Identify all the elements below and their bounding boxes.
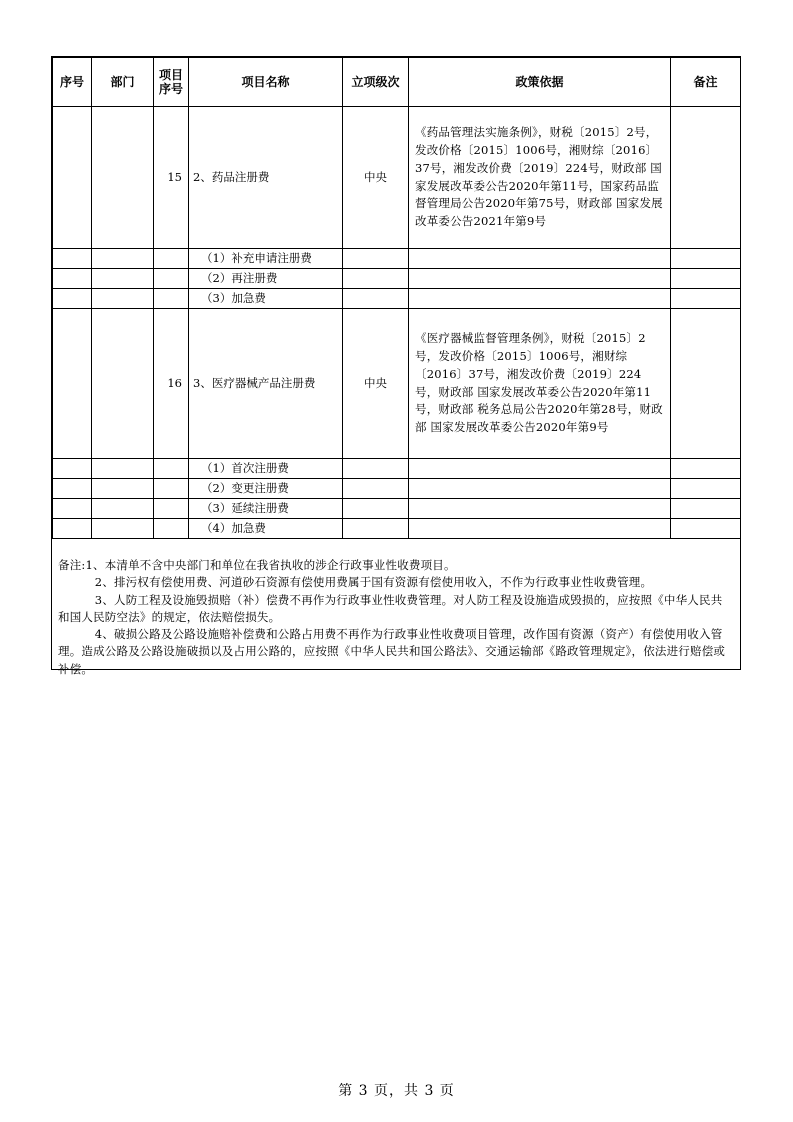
header-item-name: 项目名称 [189,58,343,107]
policy-cell: 《药品管理法实施条例》，财税〔2015〕2号，发改价格〔2015〕1006号，湘财综〔2016〕37号，湘发改价费〔2019〕224号，财政部 国家发展改革委公告2020年第11号，国家药品监督管理局公告2020年第75号，财政部 国家发展改革委公告2021年第9号 [409,107,671,249]
note-2: 2、排污权有偿使用费、河道砂石资源有偿使用费属于国有资源有偿使用收入，不作为行政事业性收费管理。 [94,575,653,590]
note-1: 备注:1、本清单不含中央部门和单位在我省执收的涉企行政事业性收费项目。 [58,558,456,572]
level-cell: 中央 [343,107,409,249]
header-remark: 备注 [671,58,741,107]
notes-block [52,539,740,678]
table-row [53,309,741,459]
fee-table-sheet [51,56,741,676]
table-row [53,479,741,499]
header-row [53,58,741,107]
subitem-cell: （1）补充申请注册费 [189,249,343,269]
item-seq-cell: 15 [154,107,189,249]
table-row [53,459,741,479]
subitem-cell: （4）加急费 [189,519,343,539]
subitem-cell: （3）加急费 [189,289,343,309]
header-policy: 政策依据 [409,58,671,107]
note-3: 3、人防工程及设施毁损赔（补）偿费不再作为行政事业性收费管理。对人防工程及设施造成毁损的，应按照《中华人民共和国人民防空法》的规定，依法赔偿损失。 [58,592,723,624]
header-seq: 序号 [53,58,92,107]
table-row [53,249,741,269]
header-level: 立项级次 [343,58,409,107]
subitem-cell: （2）变更注册费 [189,479,343,499]
page-footer: 第 3 页，共 3 页 [338,1083,455,1099]
level-cell: 中央 [343,309,409,459]
fee-table [52,57,741,539]
table-row [53,289,741,309]
table-row [53,519,741,539]
item-seq-cell: 16 [154,309,189,459]
header-item-seq: 项目序号 [154,58,189,107]
table-row [53,499,741,519]
subitem-cell: （1）首次注册费 [189,459,343,479]
policy-cell: 《医疗器械监督管理条例》，财税〔2015〕2号，发改价格〔2015〕1006号，湘财综〔2016〕37号，湘发改价费〔2019〕224号，财政部 国家发展改革委公告2020年第11号，财政部 税务总局公告2020年第28号，财政部 国家发展改革委公告2020年第9号 [409,309,671,459]
table-row [53,269,741,289]
item-name-cell: 2、药品注册费 [189,107,343,249]
subitem-cell: （2）再注册费 [189,269,343,289]
table-row [53,107,741,249]
subitem-cell: （3）延续注册费 [189,499,343,519]
note-4: 4、破损公路及公路设施赔补偿费和公路占用费不再作为行政事业性收费项目管理，改作国有资源（资产）有偿使用收入管理。造成公路及公路设施破损以及占用公路的，应按照《中华人民共和国公路法》、交通运输部《路政管理规定》，依法进行赔偿或补偿。 [58,627,726,676]
header-dept: 部门 [92,58,154,107]
item-name-cell: 3、医疗器械产品注册费 [189,309,343,459]
